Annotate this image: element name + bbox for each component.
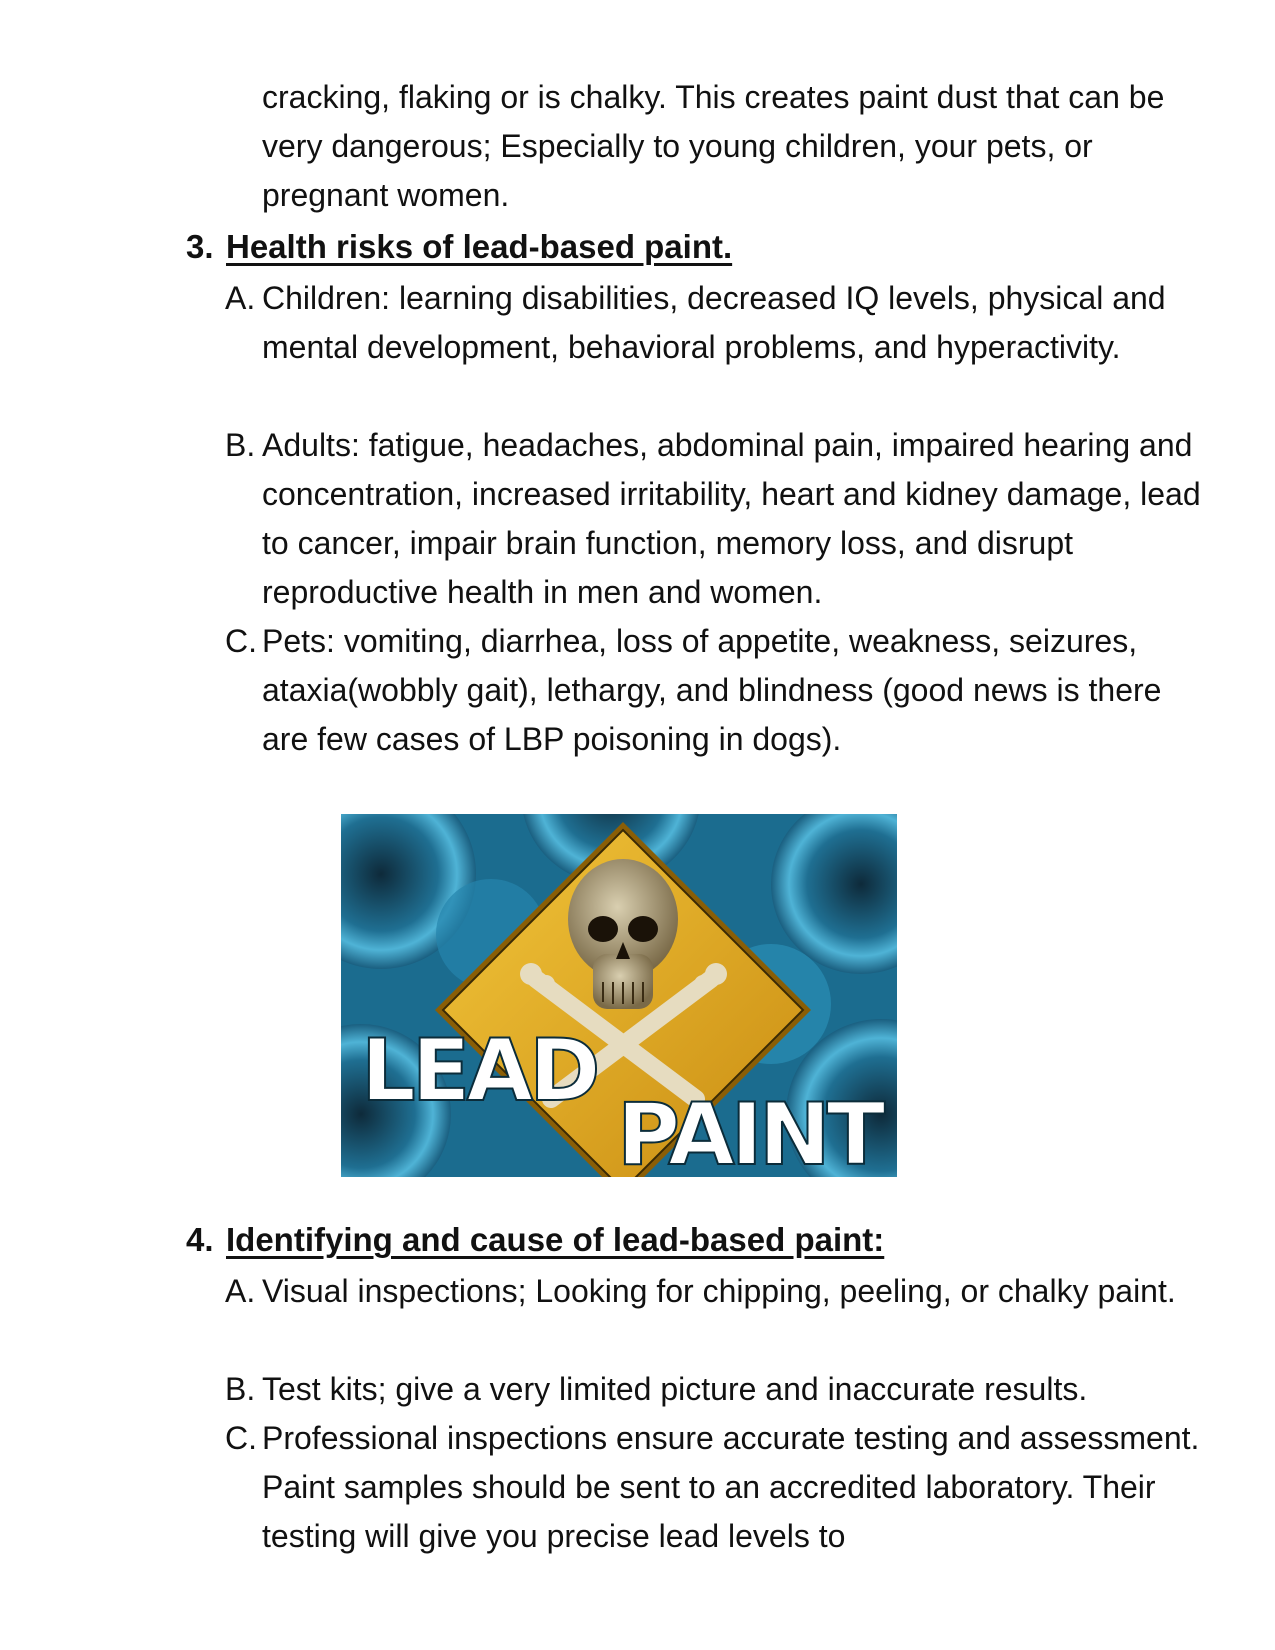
item-letter: A. <box>225 280 256 316</box>
item-text: Professional inspections ensure accurate testing and assessment. Paint samples should be sent to an accredited laboratory. Their testing will give you precise lead levels to <box>262 1420 1200 1554</box>
item-text: Adults: fatigue, headaches, abdominal pain, impaired hearing and concentration, increased irritability, heart and kidney damage, lead to cancer, impair brain function, memory loss, and disrupt reproductive health in men and women. <box>262 427 1201 610</box>
item-letter: C. <box>225 623 257 659</box>
section-4-item-b <box>225 1365 1210 1414</box>
section-4-title: Identifying and cause of lead-based paint: <box>226 1221 885 1258</box>
item-text: Visual inspections; Looking for chipping, peeling, or chalky paint. <box>262 1273 1176 1309</box>
item-letter: A. <box>225 1273 256 1309</box>
section-4-heading <box>186 1215 884 1264</box>
item-letter: B. <box>225 1371 256 1407</box>
section-4-number: 4. <box>186 1221 214 1258</box>
lead-word: LEAD <box>361 1021 597 1121</box>
section-4-item-c <box>225 1414 1210 1561</box>
item-text: Pets: vomiting, diarrhea, loss of appetite, weakness, seizures, ataxia(wobbly gait), lethargy, and blindness (good news is there are few cases of LBP poisoning in dogs). <box>262 623 1162 757</box>
item-text: Test kits; give a very limited picture and inaccurate results. <box>262 1371 1088 1407</box>
lead-paint-warning-image <box>341 814 897 1177</box>
section-3-title: Health risks of lead-based paint. <box>226 228 733 265</box>
paint-word: PAINT <box>617 1085 882 1177</box>
continuation-paragraph: cracking, flaking or is chalky. This creates paint dust that can be very dangerous; Especially to young children, your pets, or pregnant women. <box>262 79 1165 213</box>
section-3-heading <box>186 222 732 271</box>
section-3-item-b <box>225 421 1210 617</box>
item-letter: B. <box>225 427 256 463</box>
item-letter: C. <box>225 1420 257 1456</box>
section-3-item-a <box>225 274 1210 372</box>
item-text: Children: learning disabilities, decreased IQ levels, physical and mental development, behavioral problems, and hyperactivity. <box>262 280 1166 365</box>
section-3-item-c <box>225 617 1210 764</box>
section-4-item-a <box>225 1267 1210 1316</box>
section-3-number: 3. <box>186 228 214 265</box>
